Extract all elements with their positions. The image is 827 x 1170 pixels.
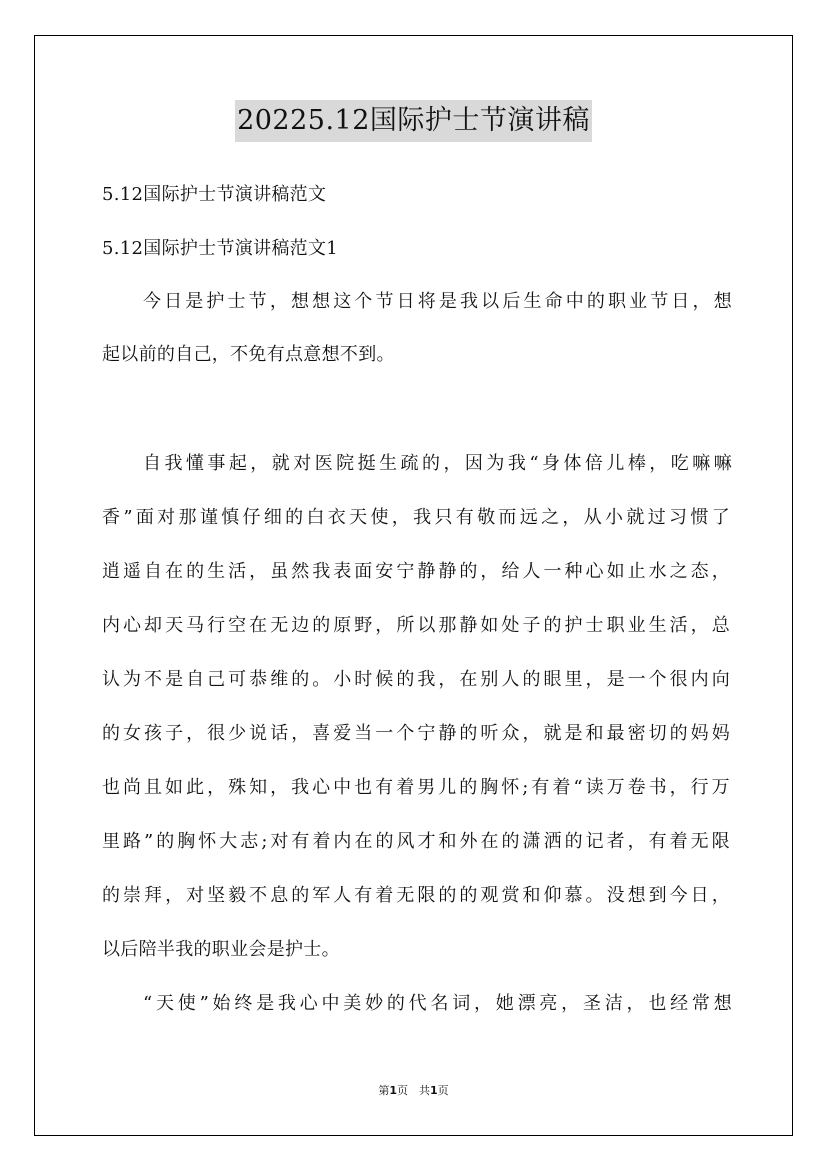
paragraph-line: 的崇拜，对坚毅不息的军人有着无限的的观赏和仰慕。没想到今日， [102, 885, 730, 906]
footer-mid: 页 共 [397, 1084, 430, 1097]
paragraph-line: “天使”始终是我心中美妙的代名词，她漂亮，圣洁，也经常想 [143, 993, 732, 1014]
paragraph-line: 认为不是自己可恭维的。小时候的我，在别人的眼里，是一个很内向 [102, 669, 730, 690]
paragraph-line: 也尚且如此，殊知，我心中也有着男儿的胸怀;有着“读万卷书，行万 [102, 777, 730, 798]
subtitle: 5.12国际护士节演讲稿范文 [102, 184, 327, 205]
paragraph-line: 以后陪半我的职业会是护士。 [102, 939, 340, 960]
current-page-number: 1 [389, 1084, 397, 1097]
paragraph-line: 里路”的胸怀大志;对有着内在的风才和外在的潇洒的记者，有着无限 [102, 831, 730, 852]
paragraph-line: 逍遥自在的生活，虽然我表面安宁静静的，给人一种心如止水之态， [102, 561, 730, 582]
paragraph-line: 今日是护士节，想想这个节日将是我以后生命中的职业节日，想 [143, 291, 732, 312]
footer-suffix: 页 [437, 1084, 449, 1097]
paragraph-line: 自我懂事起，就对医院挺生疏的，因为我“身体倍儿棒，吃嘛嘛 [143, 453, 732, 474]
page-footer [0, 1084, 827, 1098]
total-page-number: 1 [430, 1084, 438, 1097]
paragraph-line: 内心却天马行空在无边的原野，所以那静如处子的护士职业生活，总 [102, 615, 730, 636]
paragraph-line: 起以前的自己，不免有点意想不到。 [102, 344, 395, 365]
title-text: 20225.12国际护士节演讲稿 [235, 100, 592, 142]
section-heading: 5.12国际护士节演讲稿范文1 [102, 238, 339, 259]
document-title [0, 100, 827, 142]
footer-prefix: 第 [378, 1084, 390, 1097]
paragraph-line: 香”面对那谨慎仔细的白衣天使，我只有敬而远之，从小就过习惯了 [102, 507, 730, 528]
paragraph-line: 的女孩子，很少说话，喜爱当一个宁静的听众，就是和最密切的妈妈 [102, 723, 730, 744]
